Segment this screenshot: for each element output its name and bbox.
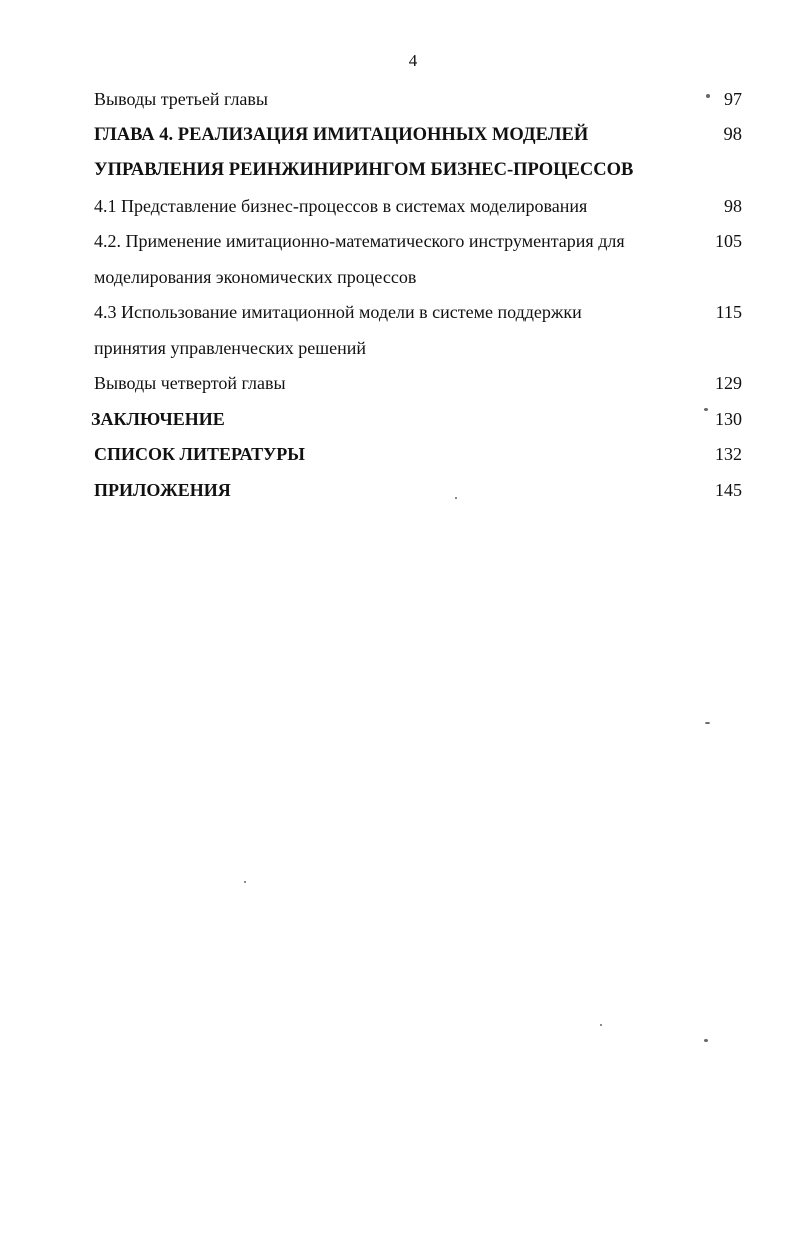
- toc-entry-title: Выводы третьей главы: [94, 89, 269, 109]
- toc-entry-page: 97: [724, 89, 742, 109]
- toc-entry-title: 4.1 Представление бизнес-процессов в системах моделирования: [94, 195, 588, 216]
- table-of-contents: [91, 82, 742, 508]
- toc-entry-page: 130: [715, 408, 742, 429]
- toc-entry-title: ЗАКЛЮЧЕНИЕ: [91, 408, 225, 429]
- toc-entry-title: Выводы четвертой главы: [94, 373, 286, 393]
- toc-entry-page: 98: [724, 195, 742, 216]
- toc-entry-chapter-4-continued: [94, 153, 742, 189]
- toc-entry-page: 132: [715, 444, 742, 464]
- toc-entry-section-4-2-continued: [94, 260, 742, 296]
- toc-entry-page: 105: [715, 231, 742, 251]
- toc-entry-title: моделирования экономических процессов: [94, 266, 417, 287]
- toc-entry-section-4-3-continued: [94, 331, 742, 367]
- toc-entry-section-4-1: [94, 189, 742, 225]
- toc-entry-page: 98: [723, 124, 742, 145]
- toc-entry-chapter-4: [94, 118, 742, 154]
- scan-speck: [705, 722, 710, 724]
- toc-entry-appendices: [94, 473, 742, 509]
- scan-speck: [704, 1039, 708, 1042]
- toc-entry-title: ПРИЛОЖЕНИЯ: [94, 479, 231, 500]
- toc-entry-title: ГЛАВА 4. РЕАЛИЗАЦИЯ ИМИТАЦИОННЫХ МОДЕЛЕЙ: [94, 124, 589, 145]
- scan-speck: [600, 1024, 602, 1026]
- toc-entry-title: принятия управленческих решений: [94, 337, 367, 358]
- toc-entry-title: СПИСОК ЛИТЕРАТУРЫ: [94, 444, 305, 464]
- toc-entry-title: УПРАВЛЕНИЯ РЕИНЖИНИРИНГОМ БИЗНЕС-ПРОЦЕССОВ: [94, 160, 634, 180]
- toc-entry-page: 129: [715, 373, 742, 393]
- toc-entry-conclusion: [91, 402, 742, 438]
- scan-speck: [704, 408, 708, 411]
- toc-entry-section-4-2: [94, 224, 742, 260]
- toc-entry-page: 115: [715, 302, 742, 322]
- toc-entry-title: 4.3 Использование имитационной модели в системе поддержки: [94, 302, 582, 322]
- toc-entry-title: 4.2. Применение имитационно-математического инструментария для: [94, 231, 625, 251]
- toc-entry-bibliography: [94, 437, 742, 473]
- toc-entry-conclusions-chapter-4: [94, 366, 742, 402]
- scan-speck: [455, 497, 457, 499]
- scan-speck: [706, 94, 710, 98]
- toc-entry-section-4-3: [94, 295, 742, 331]
- toc-entry-conclusions-chapter-3: [94, 82, 742, 118]
- toc-entry-page: 145: [715, 479, 742, 500]
- scan-speck: [244, 881, 246, 883]
- page-number: 4: [408, 51, 418, 70]
